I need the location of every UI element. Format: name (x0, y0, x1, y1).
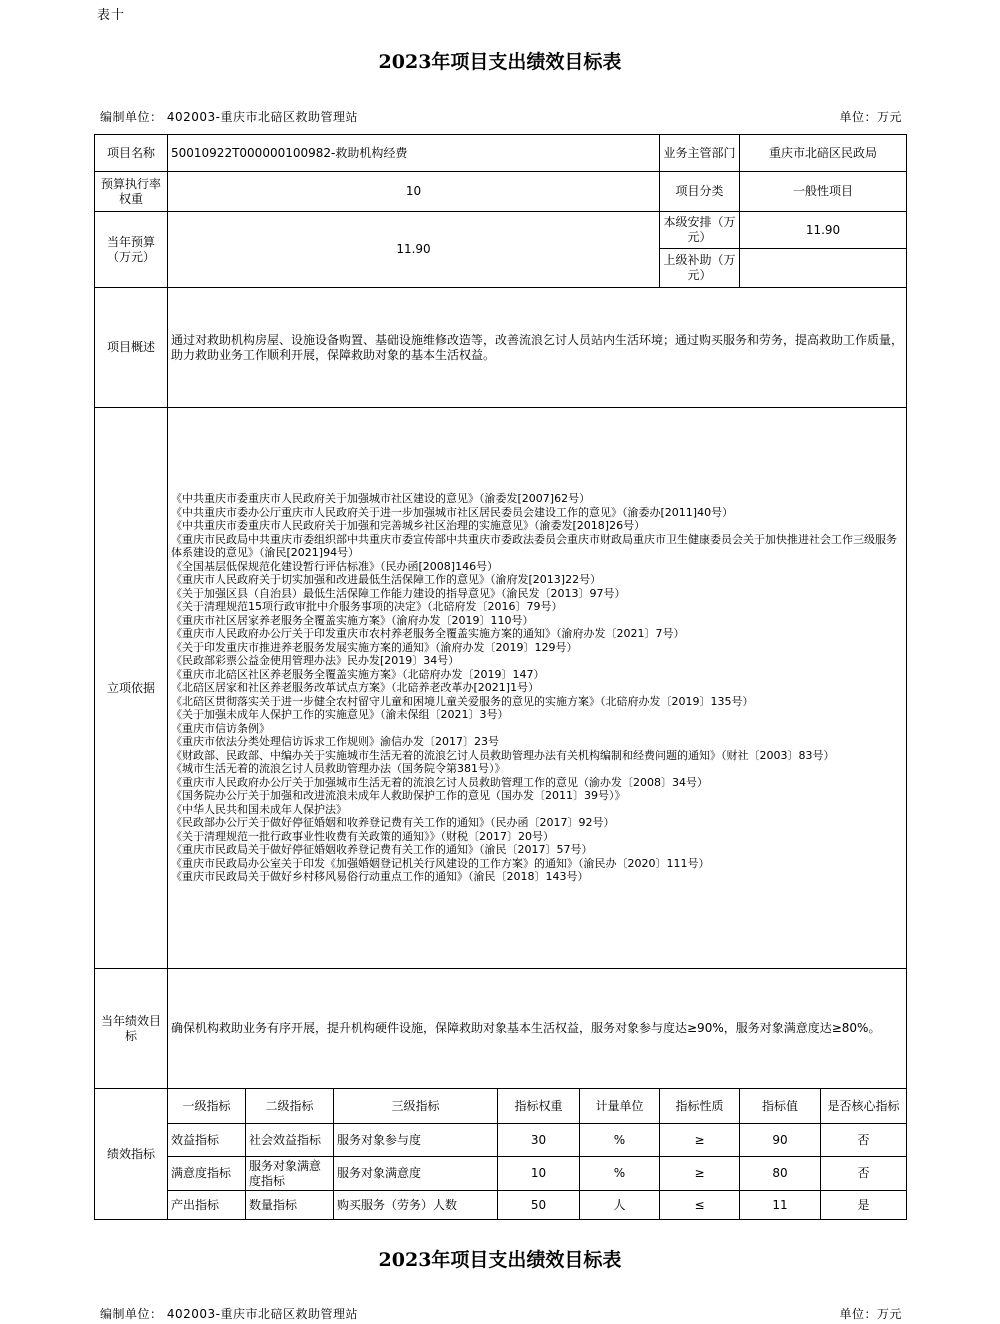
basis-item: 《民政部彩票公益金使用管理办法》民办发[2019〕34号） (171, 654, 460, 668)
basis-list (171, 492, 903, 884)
value-current-budget: 11.90 (168, 212, 660, 288)
indicator-cell: 购买服务（劳务）人数 (334, 1191, 498, 1220)
value-competent-dept: 重庆市北碚区民政局 (740, 135, 907, 172)
next-page-currency-unit: 单位：万元 (839, 1307, 902, 1321)
indicator-cell: 社会效益指标 (246, 1124, 334, 1157)
basis-item: 《中华人民共和国未成年人保护法》 (171, 802, 347, 816)
basis-item: 《重庆市人民政府关于切实加强和改进最低生活保障工作的意见》（渝府发[2013]22号） (171, 573, 602, 587)
value-upper-subsidy (740, 249, 907, 288)
basis-item: 《中共重庆市委重庆市人民政府关于加强城市社区建设的意见》（渝委发[2007]62号） (171, 492, 591, 506)
indicator-cell: ≤ (660, 1191, 740, 1220)
basis-item: 《重庆市依法分类处理信访诉求工作规则》渝信办发〔2017〕23号 (171, 735, 499, 749)
basis-item: 《关于印发重庆市推进养老服务发展实施方案的通知》（渝府办发〔2019〕129号） (171, 640, 578, 654)
value-category: 一般性项目 (740, 172, 907, 212)
basis-item: 《重庆市人民政府办公厅关于加强城市生活无着的流浪乞讨人员救助管理工作的意见（渝办发〔2008〕34号） (171, 775, 708, 789)
indicator-cell: % (580, 1157, 660, 1191)
basis-item: 《关于清理规范一批行政事业性收费有关政策的通知》》（财税〔2017〕20号） (171, 829, 554, 843)
basis-item: 《中共重庆市委办公厅重庆市人民政府关于进一步加强城市社区居民委员会建设工作的意见》（渝委办[2011]40号） (171, 505, 734, 519)
label-basis: 立项依据 (95, 408, 168, 969)
indicator-cell: 11 (740, 1191, 821, 1220)
basis-item: 《国务院办公厅关于加强和改进流浪未成年人救助保护工作的意见（国办发〔2011〕39号）》 (171, 789, 626, 803)
label-overview: 项目概述 (95, 288, 168, 408)
indicator-cell: ≥ (660, 1124, 740, 1157)
currency-unit: 单位：万元 (839, 110, 902, 124)
indicator-cell: 人 (580, 1191, 660, 1220)
indicator-cell: 80 (740, 1157, 821, 1191)
indicator-cell: 服务对象满意度 (334, 1157, 498, 1191)
page-title: 2023年项目支出绩效目标表 (378, 51, 622, 73)
indicator-cell: 是 (821, 1191, 907, 1220)
label-exec-weight: 预算执行率权重 (95, 172, 168, 212)
label-upper-subsidy: 上级补助（万元） (660, 249, 740, 288)
performance-target-table (94, 134, 907, 1220)
label-project-name: 项目名称 (95, 135, 168, 172)
basis-item: 《全国基层低保规范化建设暂行评估标准》（民办函[2008]146号） (171, 559, 499, 573)
value-basis (168, 408, 907, 969)
next-page-compiling-unit: 编制单位： 402003-重庆市北碚区救助管理站 (100, 1307, 358, 1321)
basis-item: 《关于加强未成年人保护工作的实施意见》（渝未保组〔2021〕3号） (171, 708, 509, 722)
basis-item: 《重庆市民政局关于做好停征婚姻收养登记费有关工作的通知》（渝民〔2017〕57号） (171, 843, 593, 857)
basis-item: 《重庆市民政局关于做好乡村移风易俗行动重点工作的通知》（渝民〔2018〕143号） (171, 870, 589, 884)
indicator-cell: 数量指标 (246, 1191, 334, 1220)
indicator-cell: 产出指标 (168, 1191, 246, 1220)
label-level-arrange: 本级安排（万元） (660, 212, 740, 249)
next-page-title: 2023年项目支出绩效目标表 (378, 1249, 622, 1271)
basis-item: 《北碚区居家和社区养老服务改革试点方案》（北碚养老改革办[2021]1号） (171, 681, 540, 695)
basis-item: 《重庆市人民政府办公厅关于印发重庆市农村养老服务全覆盖实施方案的通知》（渝府办发〔2021〕7号） (171, 627, 685, 641)
basis-item: 《财政部、民政部、中编办关于实施城市生活无着的流浪乞讨人员救助管理办法有关机构编制和经费问题的通知》（财社〔2003〕83号） (171, 748, 835, 762)
value-exec-weight: 10 (168, 172, 660, 212)
label-current-budget: 当年预算（万元） (95, 212, 168, 288)
table-number-label: 表十 (97, 8, 126, 23)
value-overview: 通过对救助机构房屋、设施设备购置、基础设施维修改造等，改善流浪乞讨人员站内生活环境；通过购买服务和劳务，提高救助工作质量，助力救助业务工作顺利开展，保障救助对象的基本生活权益。 (168, 288, 907, 408)
basis-item: 《重庆市民政局中共重庆市委组织部中共重庆市委宣传部中共重庆市委政法委员会重庆市财政局重庆市卫生健康委员会关于加快推进社会工作三级服务体系建设的意见》（渝民[2021]94号） (171, 532, 897, 560)
indicator-header: 一级指标 (168, 1089, 246, 1124)
value-project-name: 50010922T000000100982-救助机构经费 (168, 135, 660, 172)
indicator-cell: 否 (821, 1124, 907, 1157)
indicator-header: 三级指标 (334, 1089, 498, 1124)
label-category: 项目分类 (660, 172, 740, 212)
indicator-cell: ≥ (660, 1157, 740, 1191)
basis-item: 《重庆市信访条例》 (171, 721, 270, 735)
basis-item: 《民政部办公厅关于做好停征婚姻和收养登记费有关工作的通知》（民办函〔2017〕92号） (171, 816, 615, 830)
indicator-header: 指标权重 (498, 1089, 580, 1124)
basis-item: 《重庆市社区居家养老服务全覆盖实施方案》（渝府办发〔2019〕110号） (171, 613, 534, 627)
basis-item: 《重庆市北碚区社区养老服务全覆盖实施方案》（北碚府办发〔2019〕147） (171, 667, 545, 681)
basis-item: 《关于加强区县（自治县）最低生活保障工作能力建设的指导意见》（渝民发〔2013〕97号） (171, 586, 626, 600)
indicator-cell: 否 (821, 1157, 907, 1191)
indicator-cell: 效益指标 (168, 1124, 246, 1157)
indicator-header: 指标性质 (660, 1089, 740, 1124)
indicator-header: 计量单位 (580, 1089, 660, 1124)
basis-item: 《北碚区贯彻落实关于进一步健全农村留守儿童和困境儿童关爱服务的意见的实施方案》（北碚府办发〔2019〕135号） (171, 694, 754, 708)
basis-item: 《城市生活无着的流浪乞讨人员救助管理办法（国务院令第381号）》 (171, 762, 506, 776)
basis-item: 《关于清理规范15项行政审批中介服务事项的决定》（北碚府发〔2016〕79号） (171, 600, 563, 614)
indicator-header: 指标值 (740, 1089, 821, 1124)
label-indicators: 绩效指标 (95, 1089, 168, 1220)
indicator-cell: 满意度指标 (168, 1157, 246, 1191)
indicator-cell: 50 (498, 1191, 580, 1220)
indicator-cell: 10 (498, 1157, 580, 1191)
indicator-cell: % (580, 1124, 660, 1157)
label-competent-dept: 业务主管部门 (660, 135, 740, 172)
basis-item: 《重庆市民政局办公室关于印发《加强婚姻登记机关行风建设的工作方案》的通知》（渝民办〔2020〕111号） (171, 856, 710, 870)
compiling-unit: 编制单位： 402003-重庆市北碚区救助管理站 (100, 110, 358, 124)
indicator-cell: 服务对象满意度指标 (246, 1157, 334, 1191)
basis-item: 《中共重庆市委重庆市人民政府关于加强和完善城乡社区治理的实施意见》（渝委发[2018]26号） (171, 519, 646, 533)
indicator-header: 二级指标 (246, 1089, 334, 1124)
value-annual-goal: 确保机构救助业务有序开展，提升机构硬件设施，保障救助对象基本生活权益，服务对象参与度达≥90%，服务对象满意度达≥80%。 (168, 969, 907, 1089)
value-level-arrange: 11.90 (740, 212, 907, 249)
label-annual-goal: 当年绩效目标 (95, 969, 168, 1089)
indicator-header: 是否核心指标 (821, 1089, 907, 1124)
indicator-cell: 90 (740, 1124, 821, 1157)
indicator-cell: 服务对象参与度 (334, 1124, 498, 1157)
indicator-cell: 30 (498, 1124, 580, 1157)
